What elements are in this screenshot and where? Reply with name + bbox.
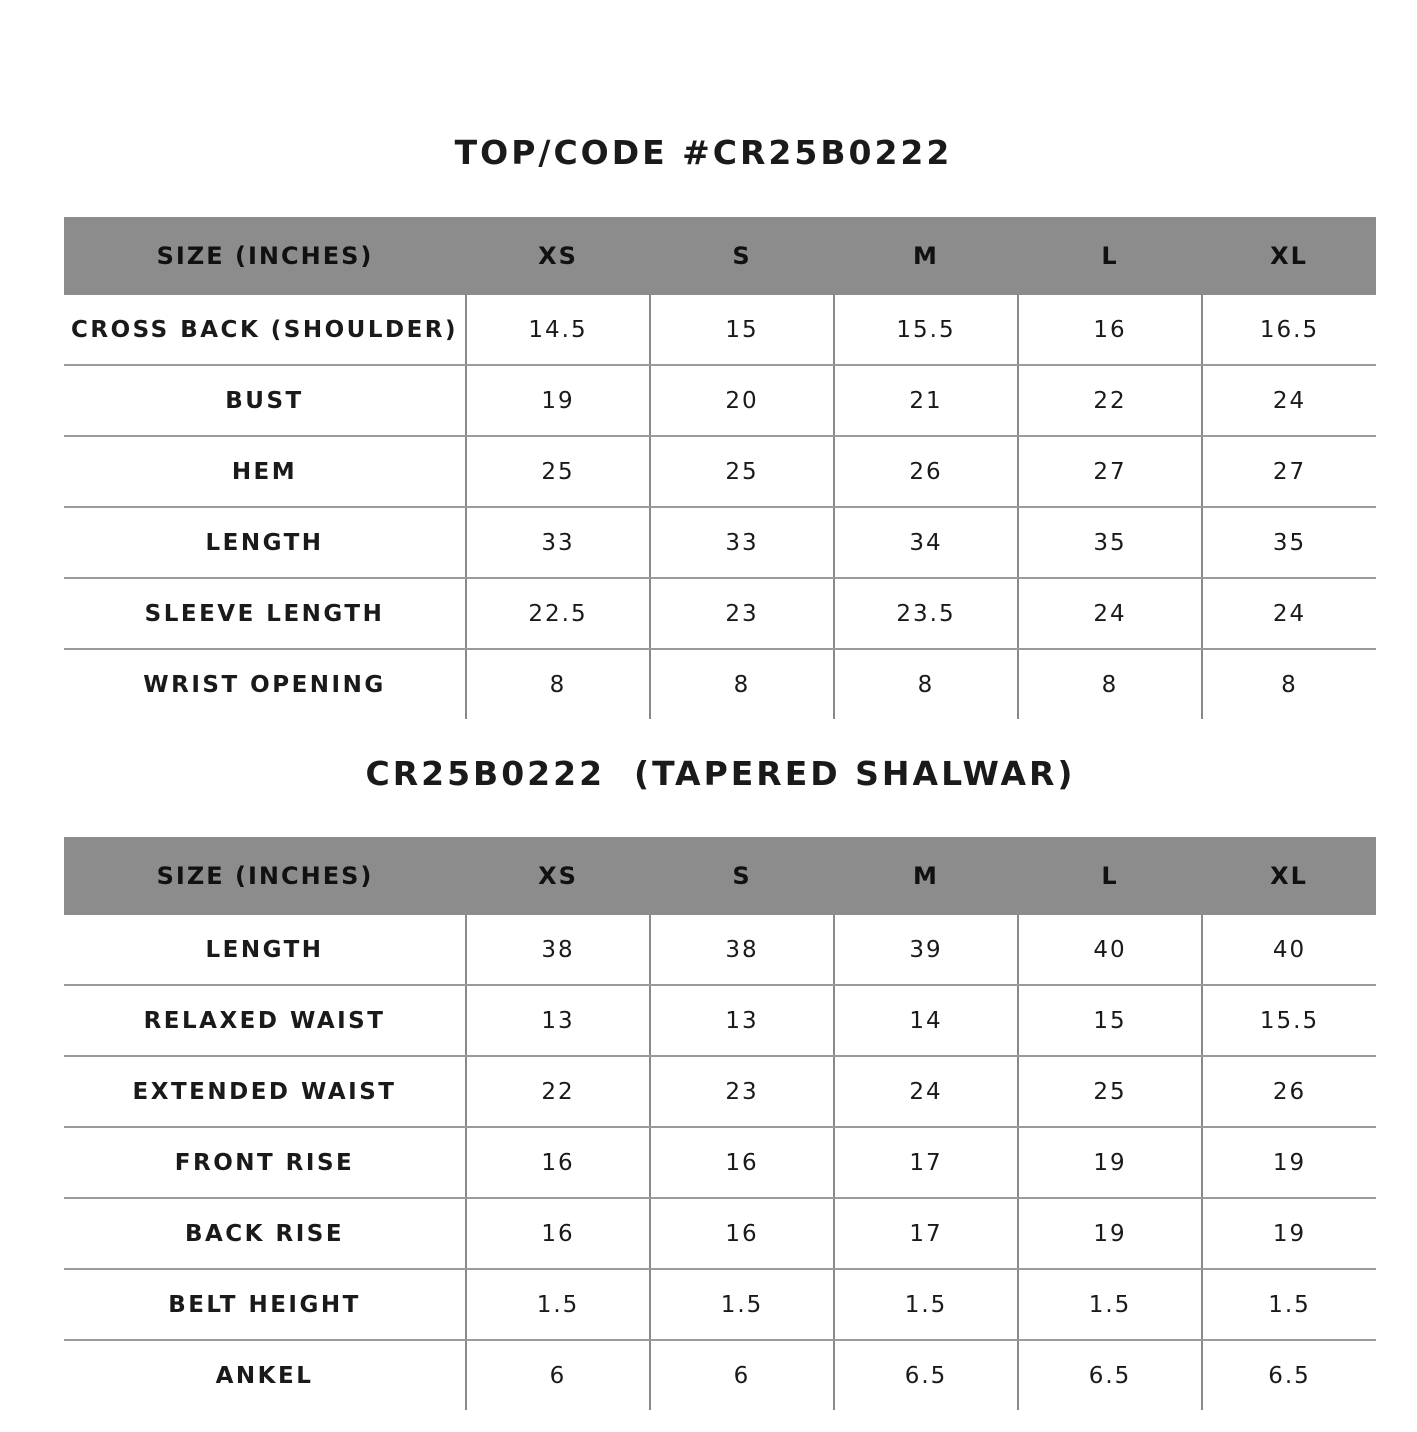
- table-cell: 21: [834, 365, 1018, 436]
- table-cell: 19: [1018, 1127, 1202, 1198]
- table-cell: 15: [1018, 985, 1202, 1056]
- bottom-size-chart-title: CR25B0222 (TAPERED SHALWAR): [365, 754, 1076, 793]
- table-row: [64, 985, 1376, 1056]
- table-row: [64, 295, 1376, 365]
- table-cell: 38: [650, 915, 834, 985]
- table-row: [64, 507, 1376, 578]
- table-cell: 25: [650, 436, 834, 507]
- row-label: SLEEVE LENGTH: [64, 578, 466, 649]
- table-row: [64, 1269, 1376, 1340]
- table-row: [64, 1127, 1376, 1198]
- table-row: [64, 1056, 1376, 1127]
- top-size-table: [64, 217, 1376, 719]
- table-cell: 16: [650, 1198, 834, 1269]
- table-cell: 1.5: [1018, 1269, 1202, 1340]
- shalwar-size-table-header: [64, 837, 1376, 915]
- table-cell: 6.5: [834, 1340, 1018, 1410]
- table-cell: 19: [1018, 1198, 1202, 1269]
- header-size-m: M: [834, 217, 1018, 295]
- table-cell: 1.5: [834, 1269, 1018, 1340]
- top-size-table-header: [64, 217, 1376, 295]
- header-size-s: S: [650, 217, 834, 295]
- table-cell: 16: [466, 1127, 650, 1198]
- table-cell: 19: [1202, 1198, 1376, 1269]
- table-cell: 39: [834, 915, 1018, 985]
- table-cell: 14: [834, 985, 1018, 1056]
- table-row: [64, 915, 1376, 985]
- table-cell: 38: [466, 915, 650, 985]
- table-cell: 26: [1202, 1056, 1376, 1127]
- shalwar-size-table-body: [64, 915, 1376, 1410]
- header-size-s: S: [650, 837, 834, 915]
- table-cell: 23.5: [834, 578, 1018, 649]
- table-cell: 19: [1202, 1127, 1376, 1198]
- table-cell: 17: [834, 1127, 1018, 1198]
- table-row: [64, 1340, 1376, 1410]
- row-label: WRIST OPENING: [143, 671, 386, 698]
- table-cell: 6.5: [1018, 1340, 1202, 1410]
- row-label: RELAXED WAIST: [64, 985, 466, 1056]
- header-size-xl: XL: [1202, 837, 1376, 915]
- table-cell: 1.5: [466, 1269, 650, 1340]
- table-cell: 1.5: [1202, 1269, 1376, 1340]
- row-label: FRONT RISE: [64, 1127, 466, 1198]
- header-size-m: M: [834, 837, 1018, 915]
- header-size-l: L: [1018, 837, 1202, 915]
- header-row: [64, 837, 1376, 915]
- table-row: [64, 578, 1376, 649]
- table-cell: 23: [650, 1056, 834, 1127]
- table-cell: 16: [650, 1127, 834, 1198]
- table-cell: 8: [1018, 649, 1202, 719]
- top-size-table-body: [64, 295, 1376, 719]
- table-cell: 15: [650, 295, 834, 365]
- table-cell: 33: [466, 507, 650, 578]
- table-cell: 6.5: [1202, 1340, 1376, 1410]
- table-cell: 14.5: [466, 295, 650, 365]
- table-cell: 6: [466, 1340, 650, 1410]
- header-row: [64, 217, 1376, 295]
- table-row: [64, 1198, 1376, 1269]
- table-cell: 8: [834, 649, 1018, 719]
- table-cell: 22.5: [466, 578, 650, 649]
- shalwar-size-table: [64, 837, 1376, 1410]
- table-cell: 27: [1018, 436, 1202, 507]
- header-size-xs: XS: [466, 217, 650, 295]
- table-cell: 8: [466, 649, 650, 719]
- row-label: BACK RISE: [64, 1198, 466, 1269]
- table-cell: 27: [1202, 436, 1376, 507]
- table-cell: 17: [834, 1198, 1018, 1269]
- header-size-xs: XS: [466, 837, 650, 915]
- table-cell: 6: [650, 1340, 834, 1410]
- row-label: EXTENDED WAIST: [64, 1056, 466, 1127]
- header-size-xl: XL: [1202, 217, 1376, 295]
- table-cell: 24: [834, 1056, 1018, 1127]
- row-label: BELT HEIGHT: [64, 1269, 466, 1340]
- table-cell: 35: [1202, 507, 1376, 578]
- row-label: CROSS BACK (SHOULDER): [64, 295, 466, 365]
- table-cell: 24: [1018, 578, 1202, 649]
- table-cell: 13: [650, 985, 834, 1056]
- row-label: LENGTH: [64, 507, 466, 578]
- table-cell: 15.5: [1202, 985, 1376, 1056]
- table-cell: 24: [1202, 578, 1376, 649]
- table-row: [64, 365, 1376, 436]
- table-cell: 16: [1018, 295, 1202, 365]
- header-size-label: SIZE (INCHES): [64, 217, 466, 295]
- table-cell: 22: [1018, 365, 1202, 436]
- table-cell: 40: [1018, 915, 1202, 985]
- table-cell: 19: [466, 365, 650, 436]
- table-cell: 25: [1018, 1056, 1202, 1127]
- table-row: [64, 649, 1376, 719]
- table-cell: 13: [466, 985, 650, 1056]
- table-cell: 1.5: [650, 1269, 834, 1340]
- table-cell: 23: [650, 578, 834, 649]
- table-cell: 25: [466, 436, 650, 507]
- row-label: ANKEL: [215, 1362, 314, 1389]
- table-cell: 33: [650, 507, 834, 578]
- header-size-label: SIZE (INCHES): [64, 837, 466, 915]
- table-cell: 35: [1018, 507, 1202, 578]
- table-cell: 16: [466, 1198, 650, 1269]
- table-cell: 24: [1202, 365, 1376, 436]
- table-row: [64, 436, 1376, 507]
- header-size-l: L: [1018, 217, 1202, 295]
- table-cell: 34: [834, 507, 1018, 578]
- table-cell: 15.5: [834, 295, 1018, 365]
- table-cell: 40: [1202, 915, 1376, 985]
- row-label: HEM: [64, 436, 466, 507]
- row-label: BUST: [64, 365, 466, 436]
- row-label: LENGTH: [64, 915, 466, 985]
- table-cell: 8: [1202, 649, 1376, 719]
- table-cell: 16.5: [1202, 295, 1376, 365]
- top-size-chart-title: TOP/CODE #CR25B0222: [454, 133, 953, 172]
- table-cell: 22: [466, 1056, 650, 1127]
- table-cell: 20: [650, 365, 834, 436]
- table-cell: 8: [650, 649, 834, 719]
- table-cell: 26: [834, 436, 1018, 507]
